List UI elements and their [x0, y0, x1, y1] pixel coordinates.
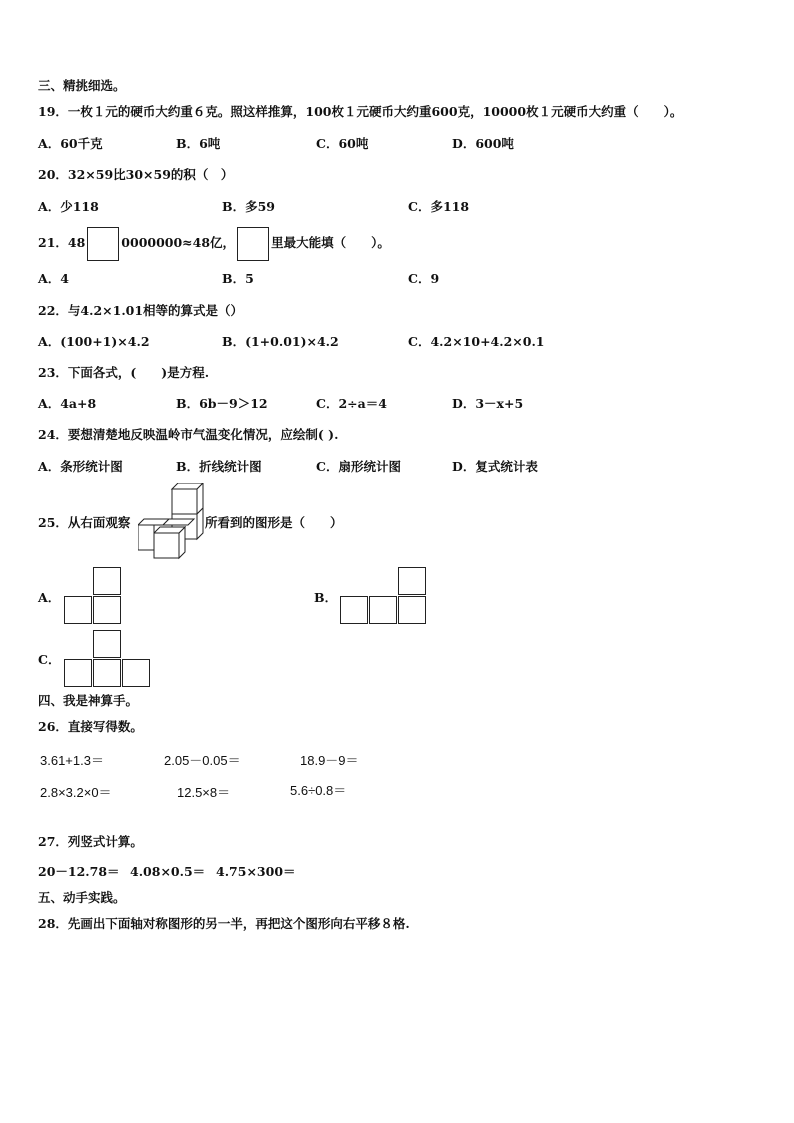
question-20-stem: 20．32×59比30×59的积（ ） [38, 167, 234, 182]
q22-option-a[interactable]: A．(100+1)×4.2 [38, 334, 150, 349]
q22-option-b[interactable]: B．(1+0.01)×4.2 [222, 334, 339, 349]
q25-option-c-label[interactable]: C． [38, 652, 61, 667]
q20-option-c[interactable]: C．多118 [408, 199, 470, 214]
q21-text-start: 21．48 [38, 235, 86, 250]
q26-item-3: 18.9－9＝ [300, 753, 359, 768]
question-19-stem: 19．一枚１元的硬币大约重６克。照这样推算，100枚１元硬币大约重600克，10000枚１元硬币大约重（ ）。 [38, 104, 683, 119]
question-23-stem: 23．下面各式，( )是方程. [38, 365, 210, 380]
q21-text-middle: 0000000≈48亿， [121, 235, 236, 250]
section-3-title: 三、精挑细选。 [38, 78, 126, 93]
q21-option-a[interactable]: A．4 [38, 271, 69, 286]
q26-item-5: 12.5×8＝ [177, 785, 231, 800]
q19-option-c[interactable]: C．60吨 [316, 136, 369, 151]
q26-item-4: 2.8×3.2×0＝ [40, 785, 112, 800]
figure-square [64, 596, 92, 624]
question-21-stem [38, 226, 390, 261]
q26-item-1: 3.61+1.3＝ [40, 753, 104, 768]
q27-item-1: 20－12.78＝ [38, 864, 120, 879]
question-27-stem: 27．列竖式计算。 [38, 834, 143, 849]
question-26-stem: 26．直接写得数。 [38, 719, 143, 734]
section-5-title: 五、动手实践。 [38, 890, 126, 905]
q20-option-b[interactable]: B．多59 [222, 199, 275, 214]
q23-option-b[interactable]: B．6b－9＞12 [176, 396, 268, 411]
q24-option-a[interactable]: A．条形统计图 [38, 459, 123, 474]
figure-square [340, 596, 368, 624]
figure-square [64, 659, 92, 687]
question-24-stem: 24．要想清楚地反映温岭市气温变化情况，应绘制( ). [38, 427, 339, 442]
figure-square [369, 596, 397, 624]
q24-option-c[interactable]: C．扇形统计图 [316, 459, 401, 474]
q25-option-a-figure[interactable] [64, 567, 124, 625]
figure-square [398, 567, 426, 595]
q22-option-c[interactable]: C．4.2×10+4.2×0.1 [408, 334, 545, 349]
q21-text-end: 里最大能填（ ）。 [271, 235, 390, 250]
section-4-title: 四、我是神算手。 [38, 693, 139, 708]
q23-option-c[interactable]: C．2÷a＝4 [316, 396, 387, 411]
q23-option-a[interactable]: A．4a+8 [38, 396, 97, 411]
q25-option-b-figure[interactable] [340, 567, 429, 625]
question-28-stem: 28．先画出下面轴对称图形的另一半，再把这个图形向右平移８格. [38, 916, 410, 931]
figure-square [93, 596, 121, 624]
q25-option-c-figure[interactable] [64, 630, 153, 688]
figure-square [93, 567, 121, 595]
q21-blank-box-1[interactable] [87, 227, 119, 261]
q21-blank-box-2[interactable] [237, 227, 269, 261]
q25-option-a-label[interactable]: A． [38, 590, 61, 605]
q19-option-b[interactable]: B．6吨 [176, 136, 221, 151]
q27-item-3: 4.75×300＝ [216, 864, 296, 879]
q26-item-2: 2.05－0.05＝ [164, 753, 241, 768]
q25-option-b-label[interactable]: B． [314, 590, 338, 605]
cube-stack-figure [138, 483, 208, 563]
question-22-stem: 22．与4.2×1.01相等的算式是（） [38, 303, 244, 318]
q26-item-6: 5.6÷0.8＝ [290, 783, 347, 798]
figure-square [398, 596, 426, 624]
q19-option-d[interactable]: D．600吨 [452, 136, 514, 151]
q24-option-b[interactable]: B．折线统计图 [176, 459, 262, 474]
q24-option-d[interactable]: D．复式统计表 [452, 459, 538, 474]
q20-option-a[interactable]: A．少118 [38, 199, 99, 214]
q25-text-before: 25．从右面观察 [38, 515, 131, 530]
q25-text-after: 所看到的图形是（ ） [205, 515, 343, 530]
figure-square [93, 659, 121, 687]
q21-option-b[interactable]: B．5 [222, 271, 254, 286]
figure-square [122, 659, 150, 687]
q27-item-2: 4.08×0.5＝ [130, 864, 206, 879]
q21-option-c[interactable]: C．9 [408, 271, 440, 286]
q19-option-a[interactable]: A．60千克 [38, 136, 103, 151]
figure-square [93, 630, 121, 658]
q23-option-d[interactable]: D．3－x+5 [452, 396, 524, 411]
